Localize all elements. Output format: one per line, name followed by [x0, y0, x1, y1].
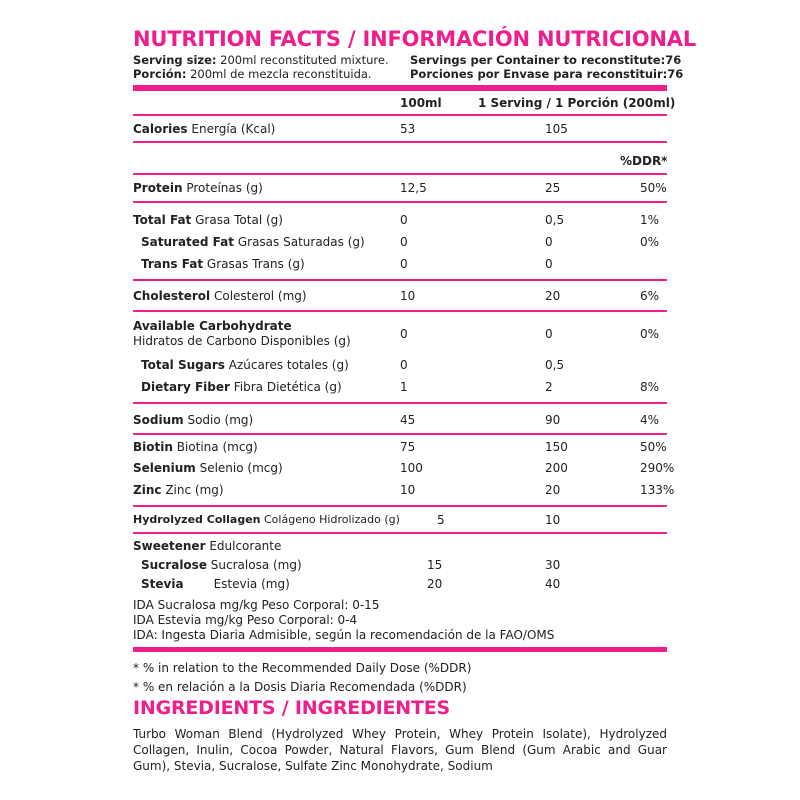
servings-per-container: [410, 53, 681, 67]
serving-size-value: 200ml reconstituted mixture.: [220, 53, 389, 67]
row-carbs-100ml: 0: [400, 327, 408, 341]
row-selenium-label: Selenium Selenio (mcg): [133, 461, 283, 475]
divider: [133, 173, 667, 175]
header-100ml: 100ml: [400, 96, 442, 110]
row-cholesterol-serving: 20: [545, 289, 561, 303]
row-selenium-serving: 200: [545, 461, 568, 475]
row-collagen-label: Hydrolyzed Collagen Colágeno Hidrolizado (g): [133, 513, 400, 526]
row-collagen-serving: 10: [545, 513, 561, 527]
ida-note-sucralose: IDA Sucralosa mg/kg Peso Corporal: 0-15: [133, 598, 380, 612]
divider: [133, 141, 667, 143]
serving-size-label: Serving size:: [133, 53, 217, 67]
divider: [133, 532, 667, 534]
row-sucralose-serving: 30: [545, 558, 561, 572]
footnote-en: * % in relation to the Recommended Daily Dose (%DDR): [133, 661, 472, 675]
row-protein-serving: 25: [545, 181, 561, 195]
footnote-es: * % en relación a la Dosis Diaria Recomendada (%DDR): [133, 680, 467, 694]
row-carbs-label-es: Hidratos de Carbono Disponibles (g): [133, 334, 351, 348]
row-calories-100ml: 53: [400, 122, 416, 136]
row-total-fat-label: Total Fat Grasa Total (g): [133, 213, 283, 227]
row-total-fat-serving: 0,5: [545, 213, 565, 227]
row-fiber-serving: 2: [545, 380, 553, 394]
porcion-label: Porción:: [133, 67, 187, 81]
row-sodium-ddr: 4%: [640, 413, 660, 427]
row-zinc-ddr: 133%: [640, 483, 675, 497]
row-calories-label: Calories Energía (Kcal): [133, 122, 276, 136]
row-carbs-label-en: Available Carbohydrate: [133, 319, 292, 333]
header-ddr: %DDR*: [620, 154, 668, 168]
ida-note-definition: IDA: Ingesta Diaria Admisible, según la recomendación de la FAO/OMS: [133, 628, 555, 642]
row-total-fat-100ml: 0: [400, 213, 408, 227]
row-sat-fat-ddr: 0%: [640, 235, 660, 249]
servings-per-container-value: 76: [665, 53, 682, 67]
divider: [133, 114, 667, 116]
row-sugars-label: Total Sugars Azúcares totales (g): [141, 358, 349, 372]
divider-thick: [133, 647, 667, 652]
row-total-fat-ddr: 1%: [640, 213, 660, 227]
row-sodium-serving: 90: [545, 413, 561, 427]
divider: [133, 402, 667, 404]
ingredients-title: INGREDIENTS / INGREDIENTES: [133, 697, 451, 719]
row-calories-serving: 105: [545, 122, 568, 136]
divider: [133, 433, 667, 435]
row-sucralose-label: Sucralose Sucralosa (mg): [141, 558, 302, 572]
row-selenium-ddr: 290%: [640, 461, 675, 475]
row-stevia-label: Stevia Estevia (mg): [141, 577, 290, 591]
porciones-por-envase: [410, 67, 683, 81]
divider-thick: [133, 85, 667, 91]
row-biotin-serving: 150: [545, 440, 568, 454]
row-zinc-serving: 20: [545, 483, 561, 497]
row-zinc-label: Zinc Zinc (mg): [133, 483, 224, 497]
row-protein-100ml: 12,5: [400, 181, 427, 195]
row-protein-label: Protein Proteínas (g): [133, 181, 263, 195]
porcion-value: 200ml de mezcla reconstituida.: [190, 67, 372, 81]
row-carbs-ddr: 0%: [640, 327, 660, 341]
row-sat-fat-label: Saturated Fat Grasas Saturadas (g): [141, 235, 365, 249]
row-fiber-ddr: 8%: [640, 380, 660, 394]
row-stevia-100ml: 20: [427, 577, 443, 591]
row-sweetener-label: Sweetener Edulcorante: [133, 539, 282, 553]
ida-note-stevia: IDA Estevia mg/kg Peso Corporal: 0-4: [133, 613, 358, 627]
row-sodium-label: Sodium Sodio (mg): [133, 413, 254, 427]
header-serving: 1 Serving / 1 Porción (200ml): [478, 96, 676, 110]
porciones-label: Porciones por Envase para reconstituir:: [410, 67, 668, 81]
servings-per-container-label: Servings per Container to reconstitute:: [410, 53, 666, 67]
divider: [133, 505, 667, 507]
divider: [133, 279, 667, 281]
row-fiber-label: Dietary Fiber Fibra Dietética (g): [141, 380, 342, 394]
divider: [133, 201, 667, 203]
porcion: [133, 67, 372, 81]
row-trans-fat-label: Trans Fat Grasas Trans (g): [141, 257, 305, 271]
row-protein-ddr: 50%: [640, 181, 667, 195]
row-sodium-100ml: 45: [400, 413, 416, 427]
row-fiber-100ml: 1: [400, 380, 408, 394]
porciones-value: 76: [667, 67, 684, 81]
row-cholesterol-100ml: 10: [400, 289, 416, 303]
row-trans-fat-100ml: 0: [400, 257, 408, 271]
row-carbs-serving: 0: [545, 327, 553, 341]
row-sat-fat-100ml: 0: [400, 235, 408, 249]
row-sugars-serving: 0,5: [545, 358, 565, 372]
row-cholesterol-ddr: 6%: [640, 289, 660, 303]
row-trans-fat-serving: 0: [545, 257, 553, 271]
row-zinc-100ml: 10: [400, 483, 416, 497]
row-biotin-100ml: 75: [400, 440, 416, 454]
row-biotin-label: Biotin Biotina (mcg): [133, 440, 258, 454]
row-stevia-serving: 40: [545, 577, 561, 591]
row-cholesterol-label: Cholesterol Colesterol (mg): [133, 289, 307, 303]
row-collagen-100ml: 5: [437, 513, 445, 527]
row-sat-fat-serving: 0: [545, 235, 553, 249]
row-biotin-ddr: 50%: [640, 440, 667, 454]
row-sugars-100ml: 0: [400, 358, 408, 372]
divider: [133, 310, 667, 312]
serving-size: [133, 53, 389, 67]
row-selenium-100ml: 100: [400, 461, 423, 475]
ingredients-text: Turbo Woman Blend (Hydrolyzed Whey Protein, Whey Protein Isolate), Hydrolyzed Collagen, Inulin, Cocoa Powder, Natural Flavors, Gum Blend (Gum Arabic and Guar Gum), Stevia, Sucralose, Sulfate Zinc Monohydrate, Sodium: [133, 727, 667, 773]
row-sucralose-100ml: 15: [427, 558, 443, 572]
nutrition-title: NUTRITION FACTS / INFORMACIÓN NUTRICIONAL: [133, 27, 697, 51]
